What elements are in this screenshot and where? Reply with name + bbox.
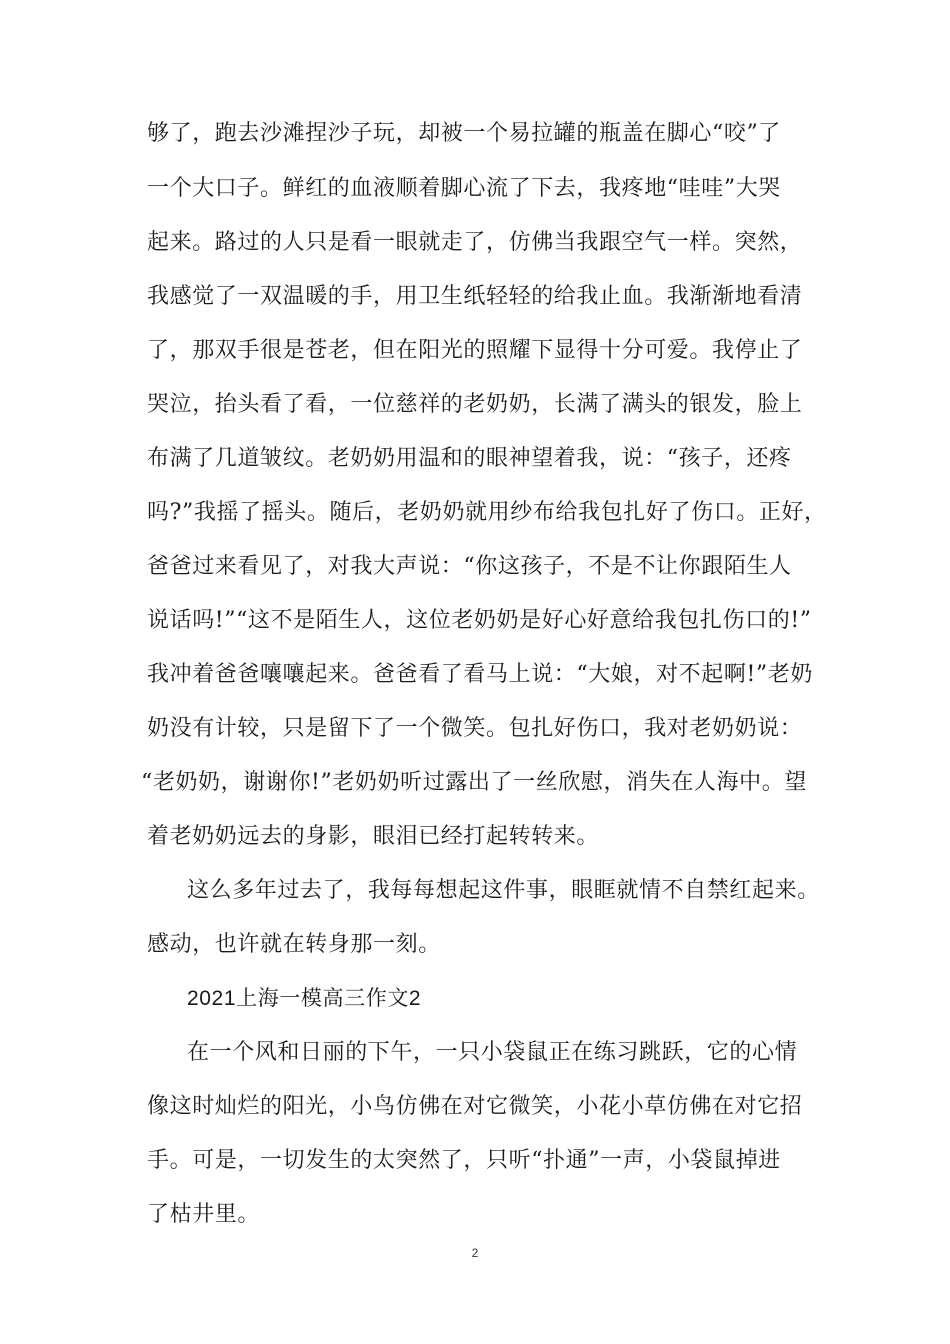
text-line: 手。可是，一切发生的太突然了，只听“扑通”一声，小袋鼠掉进 (147, 1148, 781, 1173)
text-line: 了，那双手很是苍老，但在阳光的照耀下显得十分可爱。我停止了 (147, 338, 803, 363)
text-line: 我冲着爸爸嚷嚷起来。爸爸看了看马上说：“大娘，对不起啊!”老奶 (147, 662, 813, 687)
text-line: 爸爸过来看见了，对我大声说：“你这孩子，不是不让你跟陌生人 (147, 554, 792, 579)
text-line: 吗?”我摇了摇头。随后，老奶奶就用纱布给我包扎好了伤口。正好， (147, 500, 827, 525)
text-line: 起来。路过的人只是看一眼就走了，仿佛当我跟空气一样。突然， (147, 230, 803, 255)
text-line: “老奶奶，谢谢你!”老奶奶听过露出了一丝欣慰，消失在人海中。望 (141, 770, 807, 795)
text-line: 着老奶奶远去的身影，眼泪已经打起转转来。 (147, 824, 600, 849)
text-line: 一个大口子。鲜红的血液顺着脚心流了下去，我疼地“哇哇”大哭 (147, 176, 781, 201)
section-heading: 2021上海一模高三作文2 (187, 987, 422, 1010)
text-line: 够了，跑去沙滩捏沙子玩，却被一个易拉罐的瓶盖在脚心“咬”了 (147, 121, 781, 146)
paragraph-first-line: 这么多年过去了，我每每想起这件事，眼眶就情不自禁红起来。 (187, 878, 820, 903)
text-line: 我感觉了一双温暖的手，用卫生纸轻轻的给我止血。我渐渐地看清 (147, 284, 803, 309)
text-line: 布满了几道皱纹。老奶奶用温和的眼神望着我，说：“孩子，还疼 (147, 446, 792, 471)
text-line: 奶没有计较，只是留下了一个微笑。包扎好伤口，我对老奶奶说： (147, 716, 803, 741)
text-line: 了枯井里。 (147, 1202, 261, 1227)
paragraph-first-line: 在一个风和日丽的下午，一只小袋鼠正在练习跳跃，它的心情 (187, 1040, 798, 1065)
page-number: 2 (471, 1246, 479, 1260)
text-line: 说话吗!”“这不是陌生人，这位老奶奶是好心好意给我包扎伤口的!” (147, 608, 812, 633)
text-line: 哭泣，抬头看了看，一位慈祥的老奶奶，长满了满头的银发，脸上 (147, 392, 803, 417)
text-line: 感动，也许就在转身那一刻。 (147, 932, 441, 957)
text-line: 像这时灿烂的阳光，小鸟仿佛在对它微笑，小花小草仿佛在对它招 (147, 1094, 803, 1119)
